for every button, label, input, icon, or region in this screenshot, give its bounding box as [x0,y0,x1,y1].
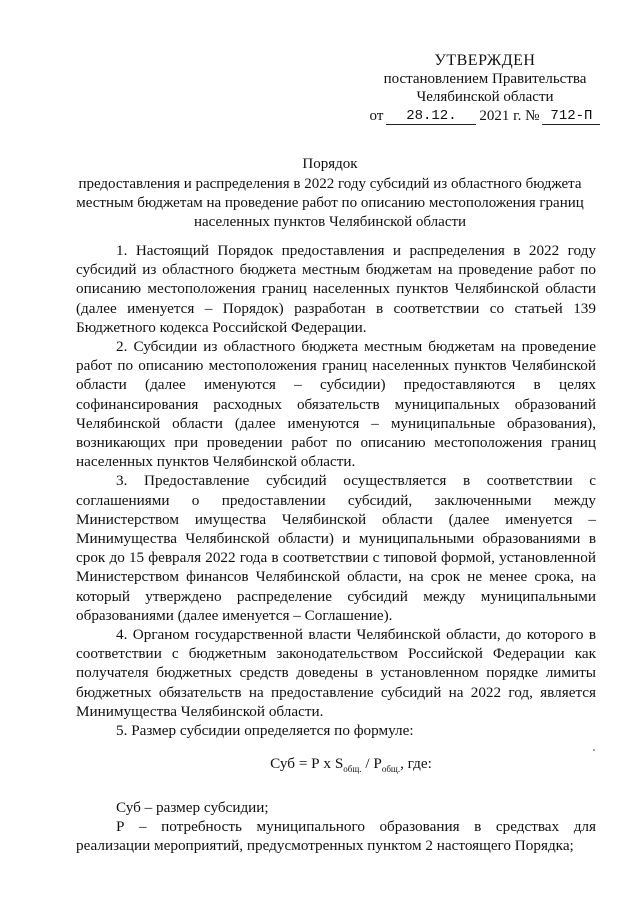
approval-block [360,52,610,125]
approval-heading: УТВЕРЖДЕН [434,52,536,69]
approval-line-2: Челябинской области [416,89,554,105]
paragraph-4: 4. Органом государственной власти Челябинской области, до которого в соответствии с бюджетным законодательством Российской Федерации как получателя бюджетных средств доведены в установленном порядке лимиты бюджетных обязательств на предоставление субсидий на 2022 год, является Минимущества Челябинской области. [76,626,596,720]
approval-date-line [360,107,610,125]
definition-p: Р – потребность муниципального образования в средствах для реализации мероприятий, предусмотренных пунктом 2 настоящего Порядка; [76,817,596,854]
approval-number: 712-П [542,108,600,125]
formula-sub-2: общ. [381,764,401,775]
title-line-2: предоставления и распределения в 2022 году субсидий из областного бюджета местным бюджетам на проведение работ по описанию местоположения границ населенных пунктов Челябинской области [76,176,584,230]
approval-line-1: постановлением Правительства [383,71,587,87]
paragraph-2: 2. Субсидии из областного бюджета местным бюджетам на проведение работ по описанию местоположения границ населенных пунктов Челябинской области (далее именуются – субсидии) предоставляются в целях софинансирования расходных обязательств муниципальных образований Челябинской области (далее именуются – муниципальные образования), возникающих при проведении работ по описанию местоположения границ населенных пунктов Челябинской области. [76,338,596,471]
document-title [60,155,600,232]
approval-year: 2021 г. № [479,108,540,124]
formula-main: Суб = Р х S [270,755,344,773]
title-line-1: Порядок [302,156,358,172]
formula-tail: , где: [400,755,432,773]
formula-sub-1: общ. [343,764,362,775]
approval-from: от [369,108,384,124]
document-body [76,241,596,855]
scan-speck [593,749,595,751]
definition-sub: Суб – размер субсидии; [116,798,269,816]
subsidy-formula [76,754,596,779]
paragraph-3: 3. Предоставление субсидий осуществляется в соответствии с соглашениями о предоставлении субсидий, заключенными между Министерством имущества Челябинской области (далее именуется – Минимущества Челябинской области) и муниципальными образованиями в срок до 15 февраля 2022 года в соответствии с типовой формой, установленной Министерством финансов Челябинской области, на срок не менее срока, на который утверждено распределение субсидий между муниципальными образованиями (далее именуется – Соглашение). [76,472,596,624]
formula-sep: / P [361,755,382,773]
paragraph-5: 5. Размер субсидии определяется по формуле: [116,722,414,740]
paragraph-1: 1. Настоящий Порядок предоставления и распределения в 2022 году субсидий из областного бюджета местным бюджетам на проведение работ по описанию местоположения границ населенных пунктов Челябинской области (далее именуется – Порядок) разработан в соответствии со статьей 139 Бюджетного кодекса Российской Федерации. [76,242,596,336]
approval-date: 28.12. [386,108,476,125]
